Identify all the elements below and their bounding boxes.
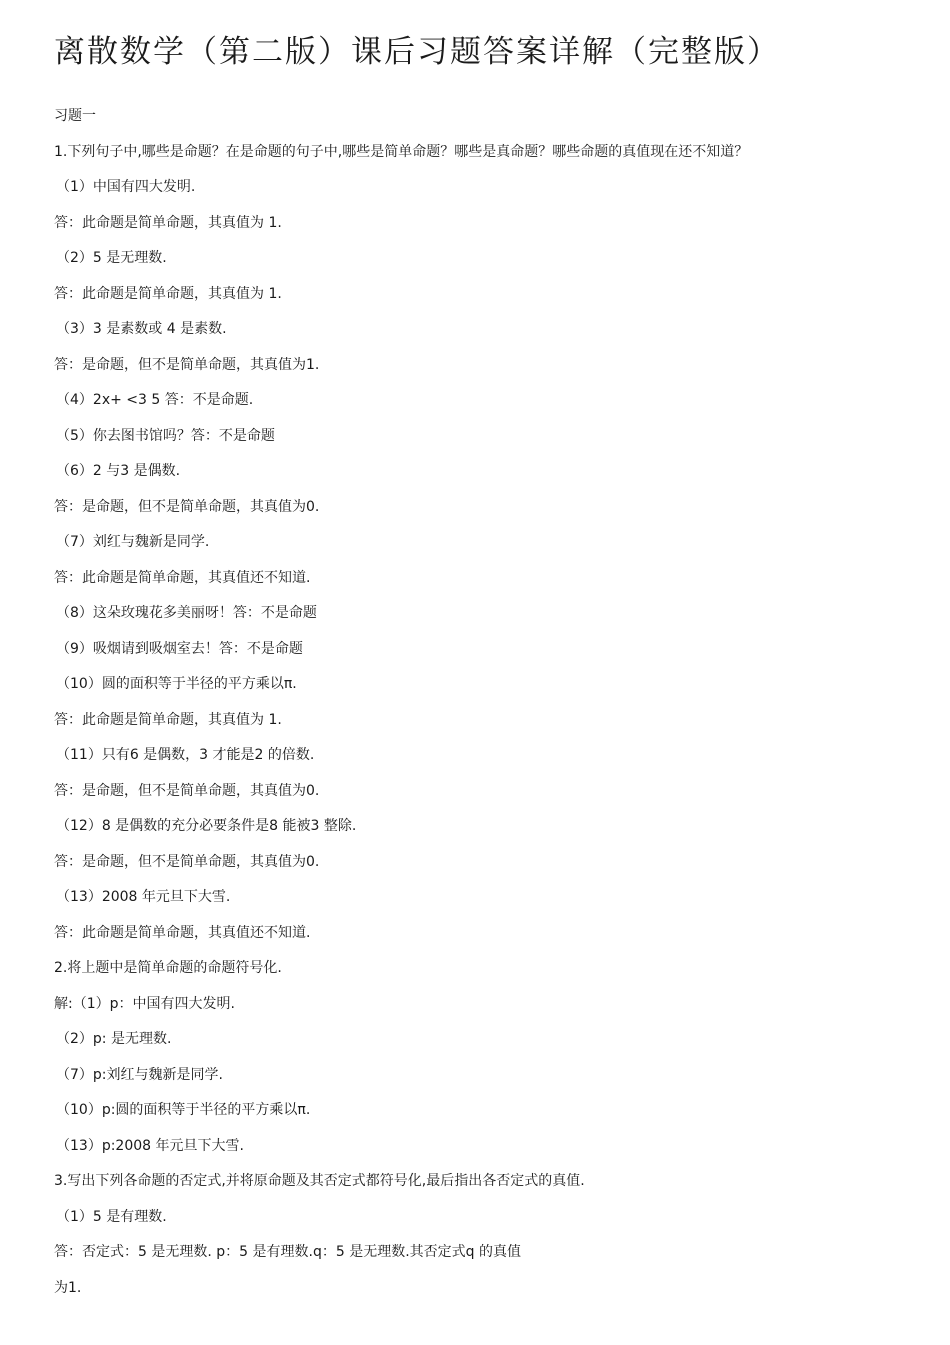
document-body: [0, 100, 950, 1307]
document-title: 离散数学（第二版）课后习题答案详解（完整版）: [54, 34, 780, 70]
text-line: 答：否定式：5 是无理数. p：5 是有理数.q：5 是无理数.其否定式q 的真值: [54, 1244, 521, 1260]
text-line: 习题一: [54, 108, 96, 124]
text-line: （4）2x+ <3 5 答：不是命题.: [56, 392, 254, 408]
text-line: （2）p: 是无理数.: [56, 1031, 172, 1047]
text-line: 答：是命题，但不是简单命题，其真值为0.: [54, 782, 320, 799]
text-line: （13）p:2008 年元旦下大雪.: [56, 1137, 244, 1154]
text-line: 解:（1）p：中国有四大发明.: [54, 995, 235, 1012]
text-line: （1）5 是有理数.: [56, 1208, 167, 1225]
text-line: 2.将上题中是简单命题的命题符号化.: [54, 960, 282, 976]
text-line: 1.下列句子中,哪些是命题？在是命题的句子中,哪些是简单命题？哪些是真命题？哪些命题的真值现在还不知道？: [54, 143, 749, 160]
text-line: （7）刘红与魏新是同学.: [56, 534, 210, 550]
text-line: （10）p:圆的面积等于半径的平方乘以π.: [56, 1102, 311, 1118]
text-line: （8）这朵玫瑰花多美丽呀！答：不是命题: [56, 605, 317, 621]
text-line: 答：此命题是简单命题，其真值为 1.: [54, 711, 282, 728]
text-line: 答：此命题是简单命题，其真值为 1.: [54, 285, 282, 302]
text-line: （12）8 是偶数的充分必要条件是8 能被3 整除.: [56, 818, 357, 834]
text-line: （5）你去图书馆吗？答：不是命题: [56, 427, 275, 444]
text-line: （11）只有6 是偶数，3 才能是2 的倍数.: [56, 747, 315, 763]
text-line: （2）5 是无理数.: [56, 250, 167, 266]
text-line: 答：此命题是简单命题，其真值还不知道.: [54, 569, 311, 586]
text-line: （9）吸烟请到吸烟室去！答：不是命题: [56, 640, 303, 657]
text-line: 答：此命题是简单命题，其真值为 1.: [54, 214, 282, 231]
text-line: 答：是命题，但不是简单命题，其真值为1.: [54, 356, 320, 373]
text-line: （1）中国有四大发明.: [56, 179, 196, 195]
text-line: 答：此命题是简单命题，其真值还不知道.: [54, 924, 311, 941]
text-line: （3）3 是素数或 4 是素数.: [56, 321, 227, 337]
text-line: （6）2 与3 是偶数.: [56, 463, 181, 479]
text-line: （13）2008 年元旦下大雪.: [56, 889, 231, 905]
text-line: （7）p:刘红与魏新是同学.: [56, 1066, 223, 1083]
text-line: 答：是命题，但不是简单命题，其真值为0.: [54, 853, 320, 870]
text-line: 为1.: [54, 1279, 82, 1296]
text-line: 3.写出下列各命题的否定式,并将原命题及其否定式都符号化,最后指出各否定式的真值.: [54, 1173, 585, 1189]
text-line: 答：是命题，但不是简单命题，其真值为0.: [54, 498, 320, 515]
text-line: （10）圆的面积等于半径的平方乘以π.: [56, 676, 297, 692]
